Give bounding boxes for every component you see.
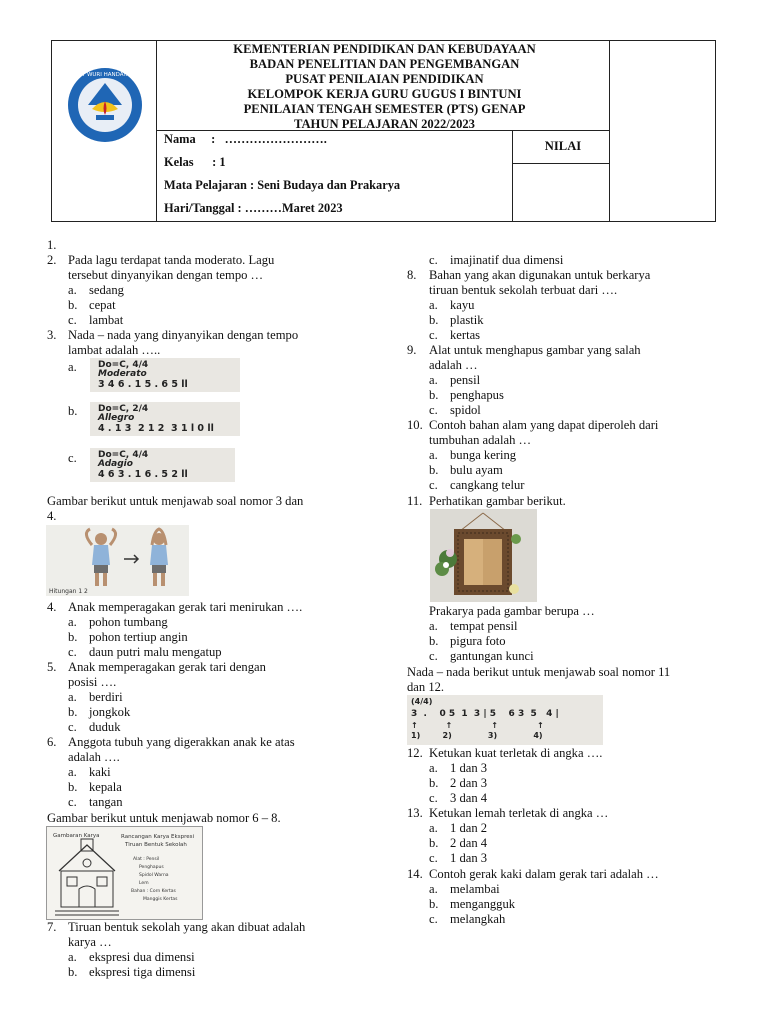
option-label: c. [429, 649, 438, 663]
option-label: c. [68, 720, 77, 734]
option-text: daun putri malu mengatup [89, 645, 222, 659]
option-label: a. [68, 615, 77, 629]
notation-image-b [90, 402, 240, 436]
option-label: a. [429, 448, 438, 462]
option-label: c. [429, 478, 438, 492]
rhythm-signature: (4/4) [411, 697, 433, 706]
notation-tempo: Moderato [98, 369, 147, 379]
notation-tempo: Adagio [98, 459, 133, 469]
option-text: pensil [450, 373, 481, 387]
option-label: b. [429, 634, 439, 648]
option-label: c. [68, 795, 77, 809]
option-text: cepat [89, 298, 116, 312]
option-text: pohon tertiup angin [89, 630, 188, 644]
option-text: penghapus [450, 388, 504, 402]
svg-text:TUT WURI HANDAYANI: TUT WURI HANDAYANI [74, 72, 136, 78]
question-text: Ketukan lemah terletak di angka … [429, 806, 609, 820]
nama-field: Nama : ……………………. [164, 132, 327, 146]
instruction-text: dan 12. [407, 680, 445, 694]
option-label: b. [68, 705, 78, 719]
photo-frame-illustration [430, 509, 537, 602]
instruction-text: Gambar berikut untuk menjawab soal nomor 3 dan [47, 494, 304, 508]
divider [156, 41, 157, 222]
sketch-label: Alat : Pensil [133, 857, 160, 862]
header-title [207, 41, 562, 132]
question-text: Perhatikan gambar berikut. [429, 494, 566, 508]
question-text: Ketukan kuat terletak di angka …. [429, 746, 603, 760]
option-text: cangkang telur [450, 478, 525, 492]
option-text: 2 dan 4 [450, 836, 488, 850]
question-text: adalah … [429, 358, 478, 372]
notation-tempo: Allegro [98, 413, 135, 423]
question-number: 4. [47, 600, 57, 614]
option-label: a. [68, 690, 77, 704]
option-text: spidol [450, 403, 481, 417]
option-text: ekspresi dua dimensi [89, 950, 195, 964]
option-text: pigura foto [450, 634, 506, 648]
option-text: pohon tumbang [89, 615, 168, 629]
option-label: a. [429, 882, 438, 896]
option-label: b. [429, 836, 439, 850]
notation-key: Do=C, 2/4 [98, 404, 149, 414]
option-text: kaki [89, 765, 111, 779]
question-text: tumbuhan adalah … [429, 433, 532, 447]
option-text: plastik [450, 313, 484, 327]
question-text: tiruan bentuk sekolah terbuat dari …. [429, 283, 618, 297]
sketch-label: Gambaran Karya [53, 833, 100, 839]
question-text: Contoh bahan alam yang dapat diperoleh dari [429, 418, 659, 432]
option-label: c. [68, 451, 77, 465]
question-text: tersebut dinyanyikan dengan tempo … [68, 268, 264, 282]
question-text: Alat untuk menghapus gambar yang salah [429, 343, 641, 357]
option-label: b. [429, 463, 439, 477]
option-text: 3 dan 4 [450, 791, 488, 805]
option-text: imajinatif dua dimensi [450, 253, 564, 267]
option-text: kertas [450, 328, 481, 342]
question-text: Anggota tubuh yang digerakkan anak ke atas [68, 735, 295, 749]
question-text: Anak memperagakan gerak tari dengan [68, 660, 266, 674]
rhythm-notation-image [407, 695, 603, 745]
hari-tanggal-field: Hari/Tanggal : ………Maret 2023 [164, 201, 343, 215]
instruction-text: Nada – nada berikut untuk menjawab soal nomor 11 [407, 665, 671, 679]
question-text: posisi …. [68, 675, 117, 689]
question-number: 9. [407, 343, 417, 357]
option-label: c. [68, 313, 77, 327]
header-line: PENILAIAN TENGAH SEMESTER (PTS) GENAP [243, 102, 526, 116]
header-line: TAHUN PELAJARAN 2022/2023 [294, 117, 475, 131]
notation-image-a [90, 358, 240, 392]
option-text: lambat [89, 313, 124, 327]
school-sketch-image [46, 826, 203, 920]
option-label: c. [429, 851, 438, 865]
question-text: Nada – nada yang dinyanyikan dengan tempo [68, 328, 299, 342]
option-label: c. [429, 403, 438, 417]
question-number: 2. [47, 253, 57, 267]
option-label: a. [429, 373, 438, 387]
option-label: a. [429, 821, 438, 835]
rhythm-numbers: 1) 2) 3) 4) [411, 731, 543, 740]
option-text: duduk [89, 720, 121, 734]
option-text: melambai [450, 882, 500, 896]
option-label: a. [429, 298, 438, 312]
option-text: gantungan kunci [450, 649, 534, 663]
sketch-label: Bahan : Corn Kertas [131, 889, 176, 894]
rhythm-arrows: ↑ ↑ ↑ ↑ [411, 721, 544, 730]
dance-caption: Hitungan 1 2 [49, 588, 88, 595]
option-label: b. [68, 965, 78, 979]
option-label: b. [429, 313, 439, 327]
option-label: b. [68, 404, 78, 418]
mapel-field: Mata Pelajaran : Seni Budaya dan Prakarya [164, 178, 401, 192]
option-text: melangkah [450, 912, 506, 926]
sketch-label: Tiruan Bentuk Sekolah [125, 842, 187, 848]
option-label: c. [68, 645, 77, 659]
question-text: karya … [68, 935, 112, 949]
question-number: 8. [407, 268, 417, 282]
question-text: Anak memperagakan gerak tari menirukan …. [68, 600, 303, 614]
question-text: Pada lagu terdapat tanda moderato. Lagu [68, 253, 275, 267]
sketch-label: Penghapus [139, 865, 164, 870]
header-line: BADAN PENELITIAN DAN PENGEMBANGAN [249, 57, 520, 71]
question-text: Bahan yang akan digunakan untuk berkarya [429, 268, 651, 282]
option-label: a. [68, 283, 77, 297]
question-text: Contoh gerak kaki dalam gerak tari adalah … [429, 867, 659, 881]
option-text: 1 dan 3 [450, 761, 488, 775]
divider [609, 41, 610, 222]
sketch-label: Spidol Warna [139, 873, 169, 878]
option-text: mengangguk [450, 897, 516, 911]
exam-header [51, 40, 716, 222]
question-text: Prakarya pada gambar berupa … [429, 604, 595, 618]
option-text: 1 dan 2 [450, 821, 488, 835]
notation-notes: 3 4 6 . 1 5 . 6 5 ll [98, 379, 188, 390]
question-number: 10. [407, 418, 423, 432]
option-label: c. [429, 912, 438, 926]
notation-key: Do=C, 4/4 [98, 450, 149, 460]
option-label: b. [68, 780, 78, 794]
question-number: 6. [47, 735, 57, 749]
instruction-text: Gambar berikut untuk menjawab nomor 6 – 8. [47, 811, 281, 825]
option-label: c. [429, 253, 438, 267]
question-number: 7. [47, 920, 57, 934]
sketch-label: Lem [139, 881, 149, 886]
question-number: 11. [407, 494, 423, 508]
nilai-label: NILAI [544, 139, 582, 153]
option-text: bunga kering [450, 448, 517, 462]
school-sketch-drawing [47, 827, 203, 920]
option-label: b. [68, 630, 78, 644]
option-label: c. [429, 791, 438, 805]
dance-figures-illustration [46, 525, 189, 596]
sketch-label: Manggis Kertas [143, 897, 178, 902]
kelas-field: Kelas : 1 [164, 155, 226, 169]
header-line: PUSAT PENILAIAN PENDIDIKAN [285, 72, 484, 86]
header-line: KELOMPOK KERJA GURU GUGUS I BINTUNI [247, 87, 522, 101]
notation-image-c [90, 448, 235, 482]
option-label: b. [68, 298, 78, 312]
question-number: 13. [407, 806, 423, 820]
question-number: 5. [47, 660, 57, 674]
option-text: berdiri [89, 690, 123, 704]
header-line: KEMENTERIAN PENDIDIKAN DAN KEBUDAYAAN [233, 42, 536, 56]
option-label: a. [429, 619, 438, 633]
notation-notes: 4 . 1 3 2 1 2 3 1 l 0 ll [98, 423, 214, 434]
notation-key: Do=C, 4/4 [98, 360, 149, 370]
option-label: b. [429, 776, 439, 790]
question-number: 1. [47, 238, 57, 252]
rhythm-notes: 3 . 0 5 1 3 | 5 6 3 5 4 | [411, 709, 559, 719]
notation-notes: 4 6 3 . 1 6 . 5 2 ll [98, 469, 188, 480]
option-text: bulu ayam [450, 463, 503, 477]
option-label: a. [68, 950, 77, 964]
option-text: tangan [89, 795, 123, 809]
option-label: a. [429, 761, 438, 775]
sketch-label: Rancangan Karya Ekspresi [121, 834, 194, 840]
option-label: a. [68, 765, 77, 779]
photo-frame-image [430, 509, 537, 602]
option-text: tempat pensil [450, 619, 518, 633]
option-text: 1 dan 3 [450, 851, 488, 865]
tut-wuri-handayani-logo [58, 65, 152, 145]
question-number: 12. [407, 746, 423, 760]
option-text: kepala [89, 780, 122, 794]
divider [512, 163, 609, 164]
option-text: ekspresi tiga dimensi [89, 965, 196, 979]
option-label: a. [68, 360, 77, 374]
question-number: 14. [407, 867, 423, 881]
question-number: 3. [47, 328, 57, 342]
dance-pose-image [46, 525, 189, 596]
question-text: Tiruan bentuk sekolah yang akan dibuat adalah [68, 920, 306, 934]
option-text: 2 dan 3 [450, 776, 488, 790]
question-text: adalah …. [68, 750, 120, 764]
option-text: sedang [89, 283, 124, 297]
option-text: kayu [450, 298, 475, 312]
option-label: c. [429, 328, 438, 342]
option-label: b. [429, 897, 439, 911]
option-label: b. [429, 388, 439, 402]
question-text: lambat adalah ….. [68, 343, 161, 357]
instruction-text: 4. [47, 509, 57, 523]
option-text: jongkok [89, 705, 131, 719]
